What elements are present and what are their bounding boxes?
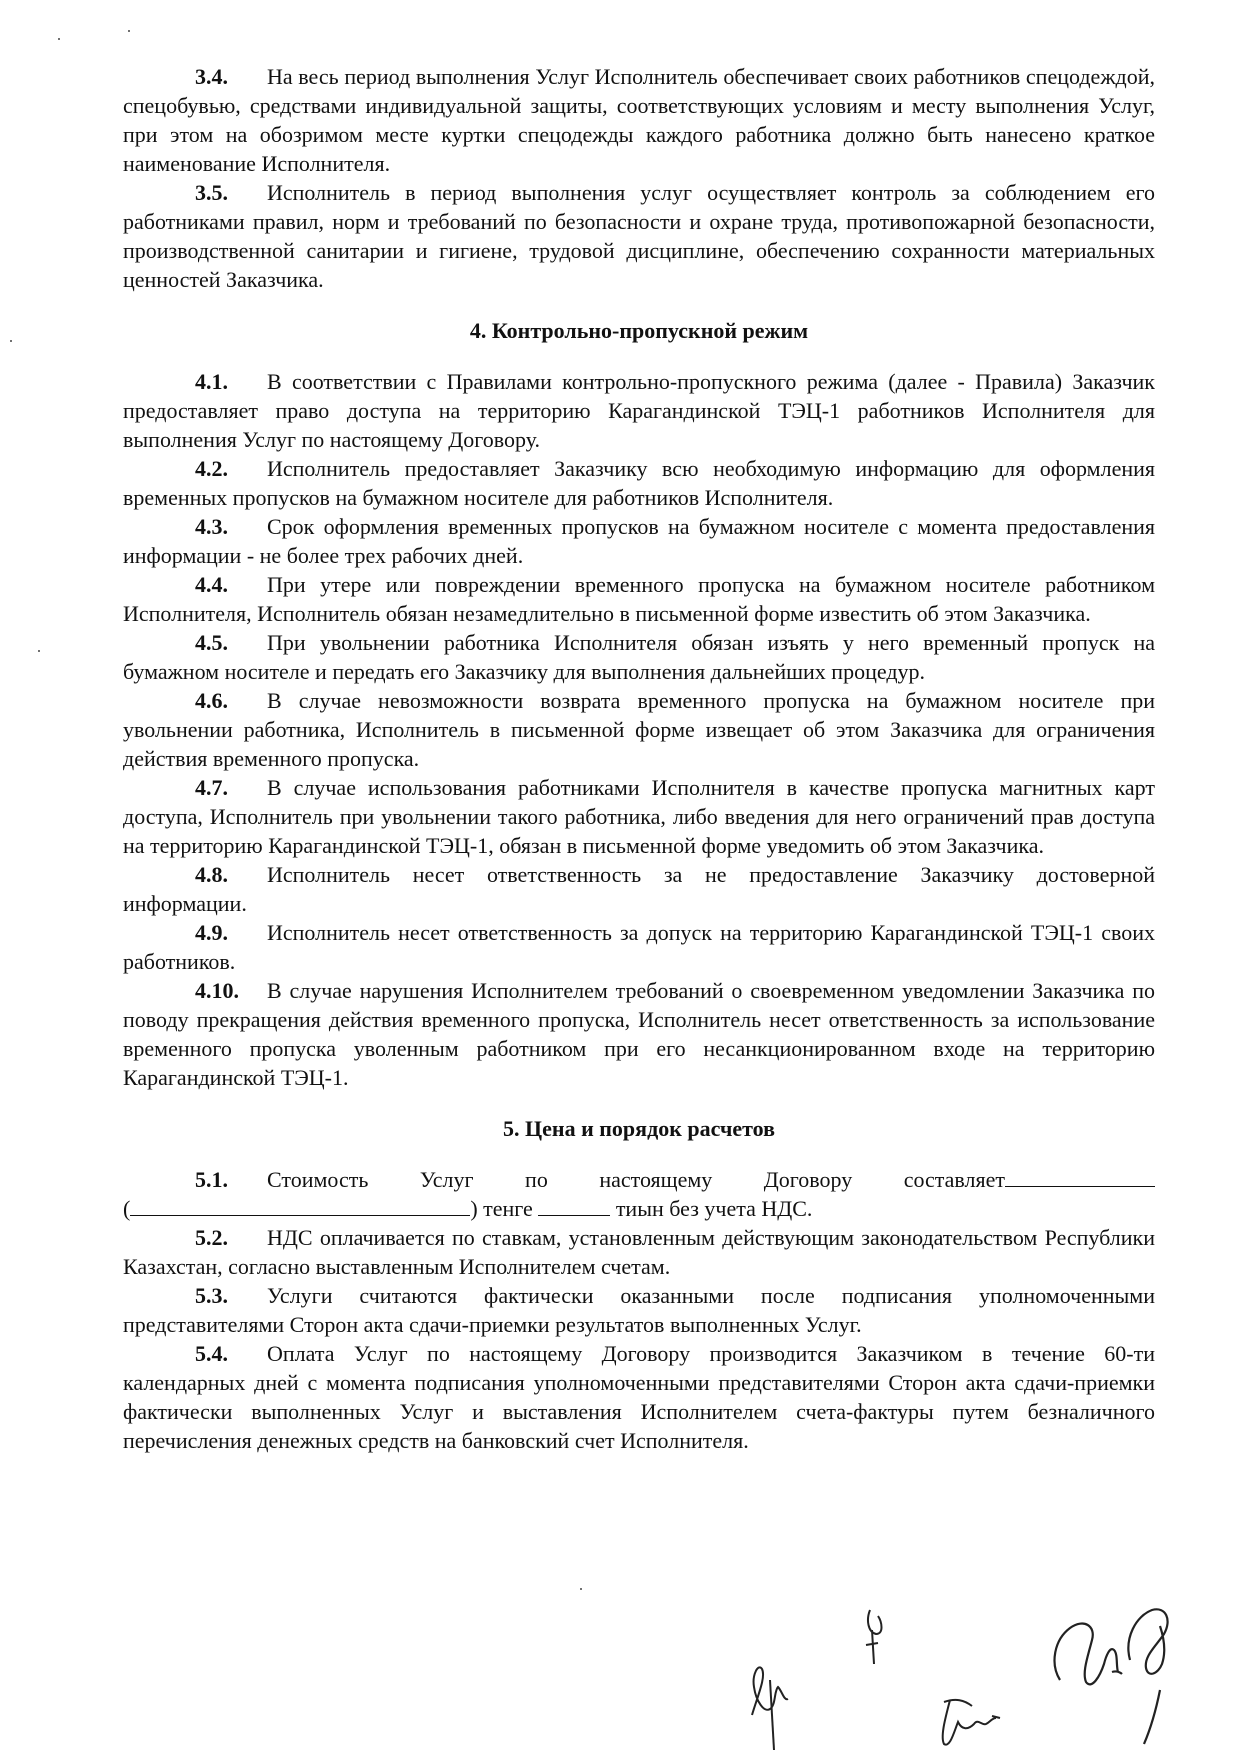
- clause-5-2: [123, 1223, 1155, 1281]
- clause-number: 5.3.: [195, 1283, 228, 1308]
- clause-text: В случае невозможности возврата временного пропуска на бумажном носителе при увольнении работника, Исполнитель в письменной форме извещает об этом Заказчика для ограничения действия временного пропуска.: [123, 688, 1155, 771]
- clause-number: 4.3.: [195, 514, 228, 539]
- clause-text: В случае использования работниками Исполнителя в качестве пропуска магнитных карт доступа, Исполнитель при увольнении такого работника, либо введения для него ограничений прав доступа на территорию Карагандинской ТЭЦ-1, обязан в письменной форме уведомить об этом Заказчика.: [123, 775, 1155, 858]
- clause-text: Исполнитель несет ответственность за допуск на территорию Карагандинской ТЭЦ-1 своих работников.: [123, 920, 1155, 974]
- clause-4-4: [123, 570, 1155, 628]
- signature-3-icon: [1055, 1609, 1168, 1744]
- clause-number: 3.5.: [195, 180, 228, 205]
- clause-number: 5.4.: [195, 1341, 228, 1366]
- clause-4-7: [123, 773, 1155, 860]
- section-5-heading: 5. Цена и порядок расчетов: [503, 1116, 775, 1141]
- clause-text: Срок оформления временных пропусков на бумажном носителе с момента предоставления информации - не более трех рабочих дней.: [123, 514, 1155, 568]
- clause-5-3: [123, 1281, 1155, 1339]
- section-4-clauses: [123, 367, 1155, 1092]
- section-5-clauses: [123, 1223, 1155, 1455]
- signature-2-icon: [943, 1700, 1000, 1745]
- price-words-blank[interactable]: [130, 1195, 470, 1216]
- clause-number: 5.1.: [195, 1167, 228, 1192]
- clause-text: Услуги считаются фактически оказанными после подписания уполномоченными представителями Сторон акта сдачи-приемки результатов выполненных Услуг.: [123, 1283, 1155, 1337]
- clause-text: Стоимость Услуг по настоящему Договору составляет: [267, 1167, 1005, 1192]
- scan-speck: [38, 650, 40, 652]
- clause-number: 4.6.: [195, 688, 228, 713]
- clause-number: 4.1.: [195, 369, 228, 394]
- clause-4-3: [123, 512, 1155, 570]
- clause-4-6: [123, 686, 1155, 773]
- clause-4-2: [123, 454, 1155, 512]
- tiyn-label: тиын без учета НДС.: [615, 1196, 813, 1221]
- clause-number: 4.7.: [195, 775, 228, 800]
- signature-1-icon: [752, 1610, 882, 1750]
- scan-speck: [10, 340, 12, 342]
- clause-5-1: [123, 1165, 1155, 1194]
- tenge-label: ) тенге: [470, 1196, 533, 1221]
- clause-number: 4.10.: [195, 978, 239, 1003]
- section-4-heading: 4. Контрольно-пропускной режим: [469, 318, 809, 343]
- clause-text: НДС оплачивается по ставкам, установленным действующим законодательством Республики Казахстан, согласно выставленным Исполнителем счетам.: [123, 1225, 1155, 1279]
- clause-text: Исполнитель предоставляет Заказчику всю необходимую информацию для оформления временных пропусков на бумажном носителе для работников Исполнителя.: [123, 456, 1155, 510]
- document-body: [123, 62, 1155, 1455]
- clause-number: 5.2.: [195, 1225, 228, 1250]
- clause-number: 4.9.: [195, 920, 228, 945]
- clause-text: Исполнитель несет ответственность за не предоставление Заказчику достоверной информации.: [123, 862, 1155, 916]
- clause-4-1: [123, 367, 1155, 454]
- scan-speck: [580, 1588, 582, 1590]
- open-paren: (: [123, 1196, 131, 1221]
- clause-text: Исполнитель в период выполнения услуг осуществляет контроль за соблюдением его работниками правил, норм и требований по безопасности и охране труда, противопожарной безопасности, производственной санитарии и гигиене, трудовой дисциплине, обеспечению сохранности материальных ценностей Заказчика.: [123, 180, 1155, 292]
- clause-text: Оплата Услуг по настоящему Договору производится Заказчиком в течение 60-ти календарных дней с момента подписания уполномоченными представителями Сторон акта сдачи-приемки фактически выполненных Услуг и выставления Исполнителем счета-фактуры путем безналичного перечисления денежных средств на банковский счет Исполнителя.: [123, 1341, 1155, 1453]
- clause-5-1-continued: [123, 1194, 1155, 1223]
- clause-4-5: [123, 628, 1155, 686]
- clause-text: При увольнении работника Исполнителя обязан изъять у него временный пропуск на бумажном носителе и передать его Заказчику для выполнения дальнейших процедур.: [123, 630, 1155, 684]
- price-blank[interactable]: [1005, 1166, 1155, 1187]
- clause-number: 4.4.: [195, 572, 228, 597]
- clause-text: При утере или повреждении временного пропуска на бумажном носителе работником Исполнителя, Исполнитель обязан незамедлительно в письменной форме известить об этом Заказчика.: [123, 572, 1155, 626]
- clause-3-4: [123, 62, 1155, 178]
- tiyn-blank[interactable]: [538, 1195, 610, 1216]
- clause-4-9: [123, 918, 1155, 976]
- clause-5-4: [123, 1339, 1155, 1455]
- scan-speck: [58, 38, 60, 40]
- clause-number: 3.4.: [195, 64, 228, 89]
- clause-4-8: [123, 860, 1155, 918]
- clause-text: В соответствии с Правилами контрольно-пропускного режима (далее - Правила) Заказчик предоставляет право доступа на территорию Карагандинской ТЭЦ-1 работников Исполнителя для выполнения Услуг по настоящему Договору.: [123, 369, 1155, 452]
- clause-text: На весь период выполнения Услуг Исполнитель обеспечивает своих работников спецодеждой, спецобувью, средствами индивидуальной защиты, соответствующих условиям и месту выполнения Услуг, при этом на обозримом месте куртки спецодежды каждого работника должно быть нанесено краткое наименование Исполнителя.: [123, 64, 1155, 176]
- clause-3-5: [123, 178, 1155, 294]
- clause-text: В случае нарушения Исполнителем требований о своевременном уведомлении Заказчика по поводу прекращения действия временного пропуска, Исполнитель несет ответственность за использование временного пропуска уволенным работником при его несанкционированном входе на территорию Карагандинской ТЭЦ-1.: [123, 978, 1155, 1090]
- scan-speck: [128, 30, 130, 32]
- clause-number: 4.8.: [195, 862, 228, 887]
- clause-number: 4.5.: [195, 630, 228, 655]
- clause-4-10: [123, 976, 1155, 1092]
- clause-number: 4.2.: [195, 456, 228, 481]
